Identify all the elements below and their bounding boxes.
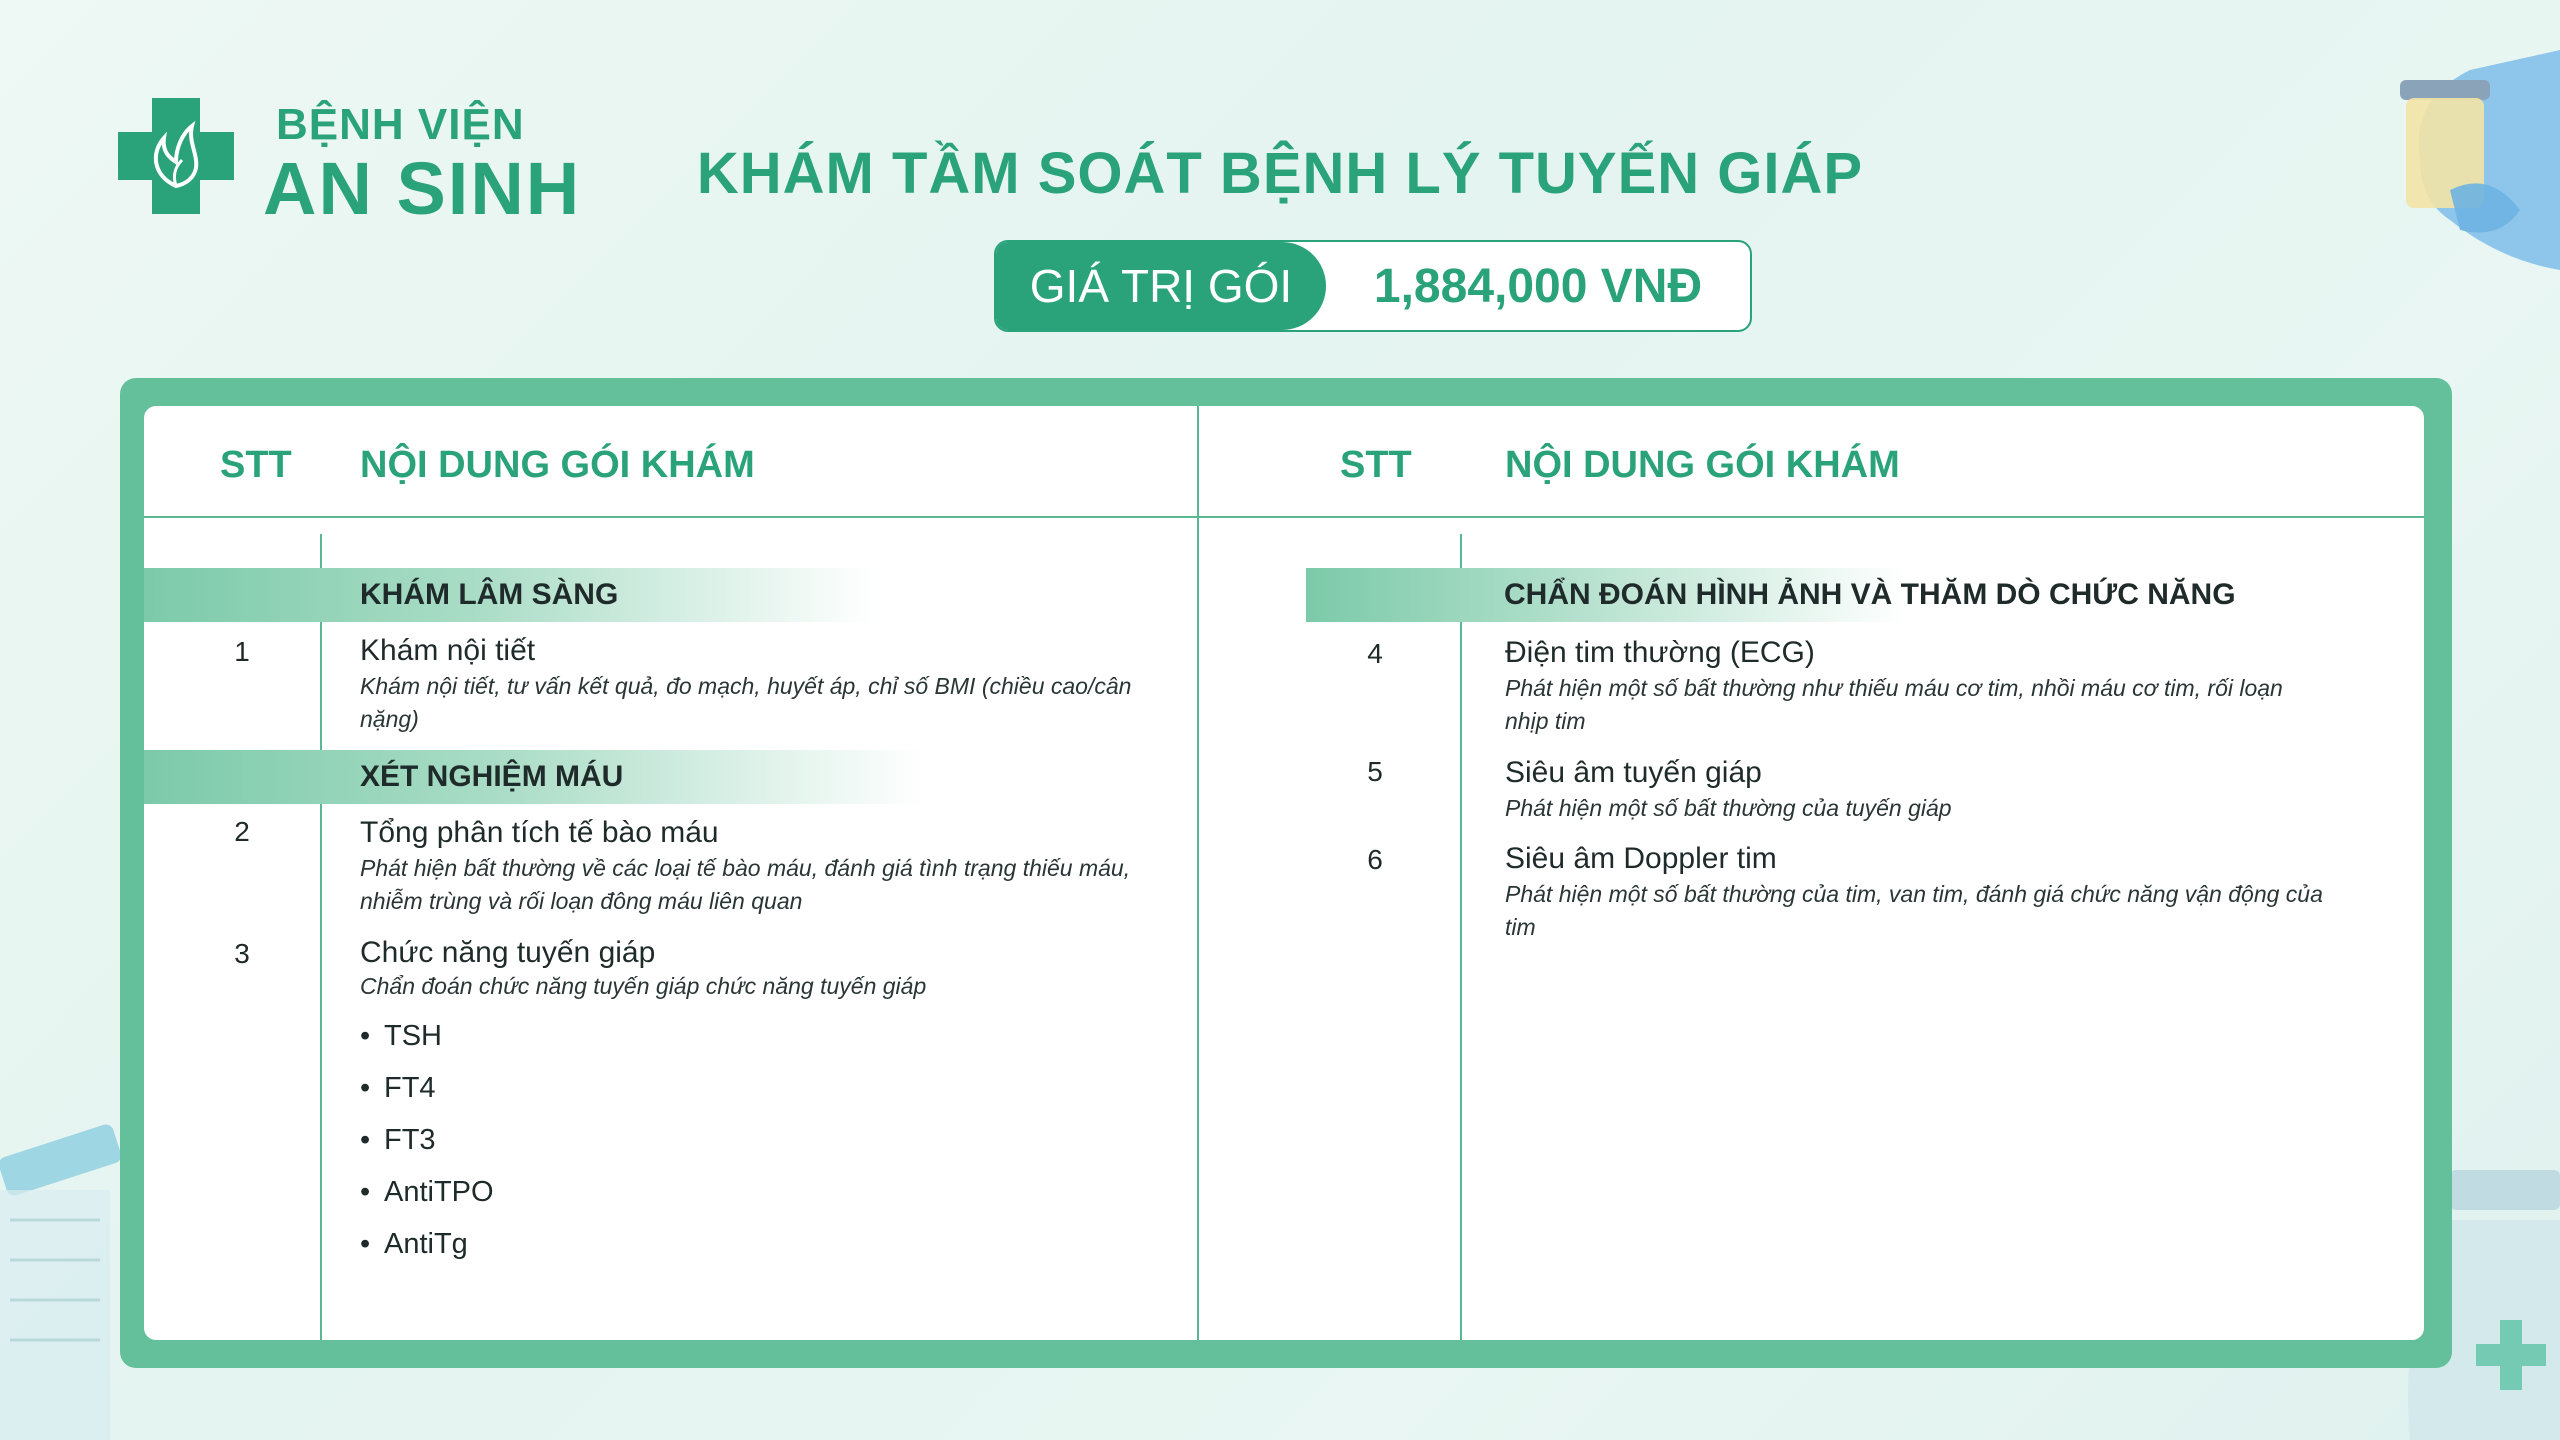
left-stt-divider [320,534,322,1340]
item-stt: 3 [234,938,250,969]
item-stt: 5 [1367,756,1383,787]
right-header-stt: STT [1340,444,1412,486]
item-description: Phát hiện một số bất thường như thiếu máu cơ tim, nhồi máu cơ tim, rối loạn nhịp tim [1505,675,2283,734]
left-header-content: NỘI DUNG GÓI KHÁM [360,444,755,486]
bullet-item: • AntiTPO [384,1176,494,1209]
price-label: GIÁ TRỊ GÓI [996,242,1326,330]
price-value: 1,884,000 VNĐ [1373,259,1703,313]
item-stt: 6 [1367,844,1383,875]
item-stt: 1 [234,636,250,667]
bullet-item: • AntiTg [384,1228,468,1261]
item-title: Chức năng tuyến giáp [360,936,656,969]
item-title: Khám nội tiết [360,634,536,667]
header-divider [144,516,2424,518]
left-header-stt: STT [220,444,292,486]
item-stt: 4 [1367,638,1383,669]
item-description: Phát hiện bất thường về các loại tế bào máu, đánh giá tình trạng thiếu máu, nhiễm trùng và rối loạn đông máu liên quan [360,855,1131,914]
price-box [994,240,1752,332]
hospital-name-line2: AN SINH [263,147,582,230]
item-description: Chẩn đoán chức năng tuyến giáp chức năng tuyến giáp [360,973,927,999]
bullet-item: • FT4 [384,1072,436,1105]
bullet-item: • TSH [384,1020,442,1053]
section-header: CHẨN ĐOÁN HÌNH ẢNH VÀ THĂM DÒ CHỨC NĂNG [1306,568,2306,622]
item-stt: 2 [234,816,250,847]
item-description: Phát hiện một số bất thường của tim, van tim, đánh giá chức năng vận động của tim [1505,881,2323,940]
item-title: Điện tim thường (ECG) [1505,636,1815,669]
section-header: KHÁM LÂM SÀNG [144,568,874,622]
item-description: Khám nội tiết, tư vấn kết quả, đo mạch, huyết áp, chỉ số BMI (chiều cao/cân nặng) [360,673,1132,732]
right-stt-divider [1460,534,1462,1340]
item-title: Tổng phân tích tế bào máu [360,816,719,849]
item-title: Siêu âm tuyến giáp [1505,756,1762,789]
right-header-content: NỘI DUNG GÓI KHÁM [1505,444,1900,486]
center-divider [1197,406,1199,1340]
item-title: Siêu âm Doppler tim [1505,842,1777,875]
item-description: Phát hiện một số bất thường của tuyến giáp [1505,795,1952,821]
section-header: XÉT NGHIỆM MÁU [144,750,924,804]
hospital-name-line1: BỆNH VIỆN [276,100,525,149]
bullet-item: • FT3 [384,1124,436,1157]
page-title: KHÁM TẦM SOÁT BỆNH LÝ TUYẾN GIÁP [696,141,1864,206]
